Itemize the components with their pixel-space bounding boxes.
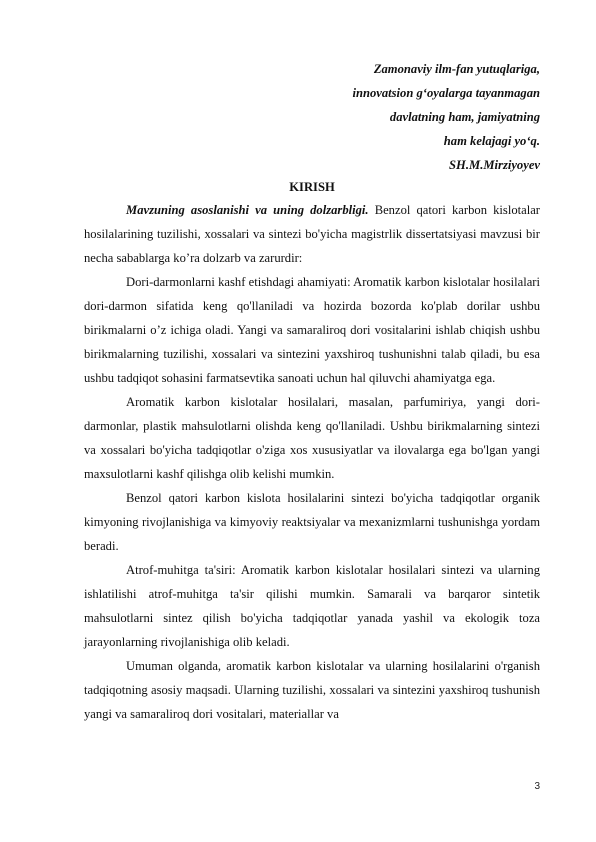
paragraph-text: Dori-darmonlarni kashf etishdagi ahamiyati: Aromatik karbon kislotalar hosilalari dori-darmon sifatida keng qo'llaniladi va hozirda bozorda ko'plab dorilar ushbu birikmalarni o’z ichiga oladi. Yangi va samaraliroq dori vositalarini ishlab chiqish ushbu birikmalarning tuzilishi, xossalari va sintezini yaxshiroq tushunishni talab qiladi, bu esa ushbu tadqiqot sohasini farmatsevtika sanoati uchun hal qiluvchi ahamiyatga ega. bbox=[84, 275, 540, 385]
paragraph bbox=[84, 390, 540, 486]
paragraph bbox=[84, 558, 540, 654]
paragraph bbox=[84, 270, 540, 390]
page-number: 3 bbox=[534, 781, 540, 792]
paragraph-text: Aromatik karbon kislotalar hosilalari, masalan, parfumiriya, yangi dori-darmonlar, plastik mahsulotlarni olishda keng qo'llaniladi. Ushbu birikmalarning sintezi va xossalari bo'yicha tadqiqotlar o'ziga xos xususiyatlar va ilovalarga ega bo'lgan yangi maxsulotlarni kashf qilishga olib kelishi mumkin. bbox=[84, 395, 540, 481]
epigraph-line: davlatning ham, jamiyatning bbox=[389, 110, 540, 124]
epigraph-line: innovatsion g‘oyalarga tayanmagan bbox=[352, 86, 540, 100]
section-heading: KIRISH bbox=[289, 180, 335, 194]
paragraph-text: Umuman olganda, aromatik karbon kislotalar va ularning hosilalarini o'rganish tadqiqotning asosiy maqsadi. Ularning tuzilishi, xossalari va sintezini yaxshiroq tushunish yangi va samaraliroq dori vositalari, materiallar va bbox=[84, 659, 540, 721]
paragraph-text: Benzol qatori karbon kislota hosilalarini sintezi bo'yicha tadqiqotlar organik kimyoning rivojlanishiga va kimyoviy reaktsiyalar va mexanizmlarni tushunishga yordam beradi. bbox=[84, 491, 540, 553]
paragraph bbox=[84, 486, 540, 558]
body-text bbox=[84, 198, 540, 726]
epigraph-line: Zamonaviy ilm-fan yutuqlariga, bbox=[373, 62, 540, 76]
paragraph bbox=[84, 654, 540, 726]
paragraph-lead: Mavzuning asoslanishi va uning dolzarbligi. bbox=[126, 203, 369, 217]
paragraph-text: Benzol qatori karbon kislotalar hosilalarining tuzilishi, xossalari va sintezi bo'yicha magistrlik dissertatsiyasi mavzusi bir necha sabablarga ko’ra dolzarb va zarurdir: bbox=[84, 203, 540, 265]
paragraph-text: Atrof-muhitga ta'siri: Aromatik karbon kislotalar hosilalari sintezi va ularning ishlatilishi atrof-muhitga ta'sir qilishi mumkin. Samarali va barqaror sintetik mahsulotlarni sintez qilish bo'yicha tadqiqotlar yanada yashil va ekologik toza jarayonlarning rivojlanishiga olib keladi. bbox=[84, 563, 540, 649]
epigraph bbox=[240, 57, 540, 177]
epigraph-author: SH.M.Mirziyoyev bbox=[449, 158, 540, 172]
paragraph bbox=[84, 198, 540, 270]
epigraph-line: ham kelajagi yo‘q. bbox=[443, 134, 540, 148]
